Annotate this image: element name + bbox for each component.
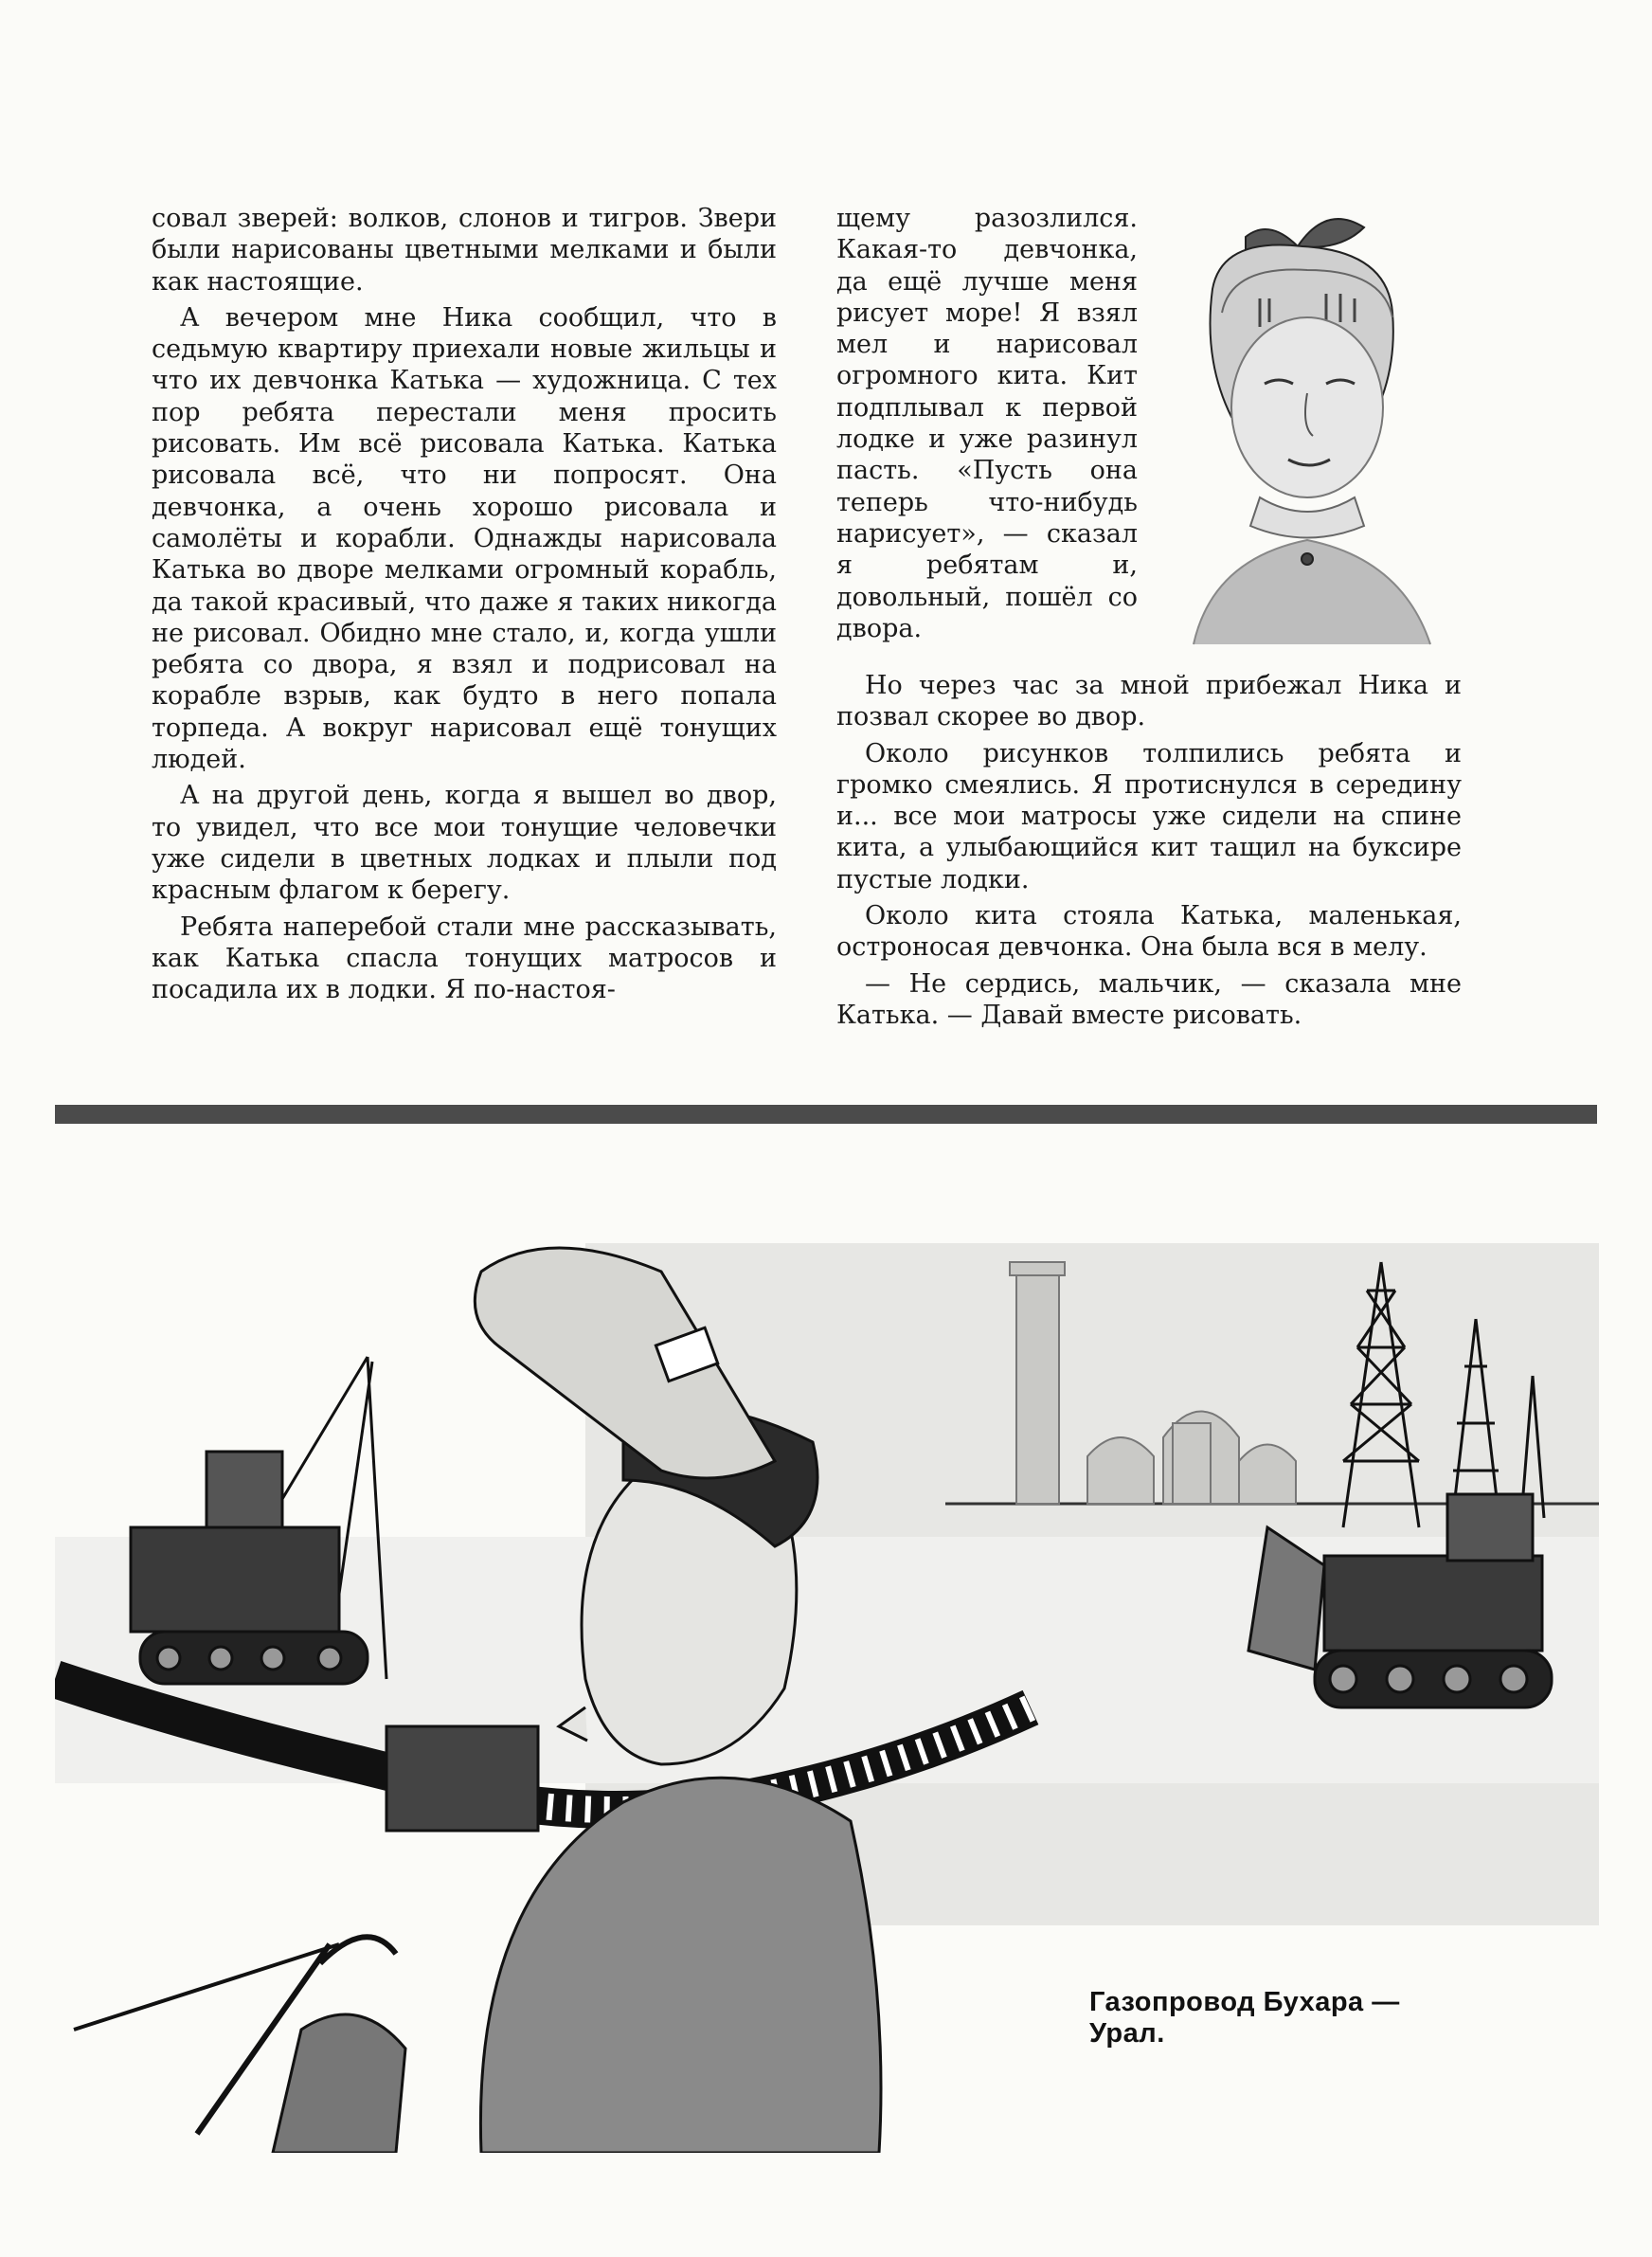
paragraph: А на другой день, когда я вышел во двор, то увидел, что все мои тонущие человечки уже сидели в цветных лодках и плыли под красным флагом к берегу. [152, 781, 777, 906]
paragraph: совал зверей: волков, слонов и тигров. Звери были нарисованы цветными мелками и были как настоящие. [152, 204, 777, 297]
illustration-caption: Газопровод Бухара — Урал. [1089, 1987, 1400, 2049]
paragraph: — Не сердись, мальчик, — сказала мне Катька. — Давай вместе рисовать. [836, 968, 1462, 1030]
paragraph: Но через час за мной прибежал Ника и позвал скорее во двор. [836, 671, 1462, 732]
paragraph: щему разозлился. Какая-то девчонка, да ещё лучше меня рисует море! Я взял мел и нарисовал огромного кита. Кит подплывал к первой лодке и уже разинул пасть. «Пусть она теперь что-нибудь нарисует», — сказал я ребятам и, довольный, пошёл со двора. [836, 204, 1138, 643]
paragraph: Ребята наперебой стали мне рассказывать, как Катька спасла тонущих матросов и посадила их в лодки. Я по-настоя- [152, 912, 777, 1005]
paragraph: А вечером мне Ника сообщил, что в седьмую квартиру приехали новые жильцы и что их девчонка Катька — художница. С тех пор ребята перестали меня просить рисовать. Им всё рисовала Катька. Катька рисовала всё, что ни попросят. Она девчонка, а очень хорошо рисовала и самолёты и корабли. Однажды нарисовала Катька во дворе мелками огромный корабль, да такой красивый, что даже я таких никогда не рисовал. Обидно мне стало, и, когда ушли ребята со двора, я взял и подрисовал на корабле взрыв, как будто в него попала торпеда. А вокруг нарисовал ещё тонущих людей. [152, 302, 777, 775]
section-divider [55, 1105, 1597, 1124]
paragraph: Около рисунков толпились ребята и громко смеялись. Я протиснулся в середину и... все мои матросы уже сидели на спине кита, а улыбающийся кит тащил на буксире пустые лодки. [836, 738, 1462, 894]
story-column-right-top [836, 203, 1138, 644]
story-column-right-bottom [836, 665, 1462, 1031]
story-column-left [152, 203, 777, 1005]
girl-portrait-illustration [1156, 199, 1468, 654]
paragraph: Около кита стояла Катька, маленькая, остроносая девчонка. Она была вся в мелу. [836, 901, 1462, 963]
